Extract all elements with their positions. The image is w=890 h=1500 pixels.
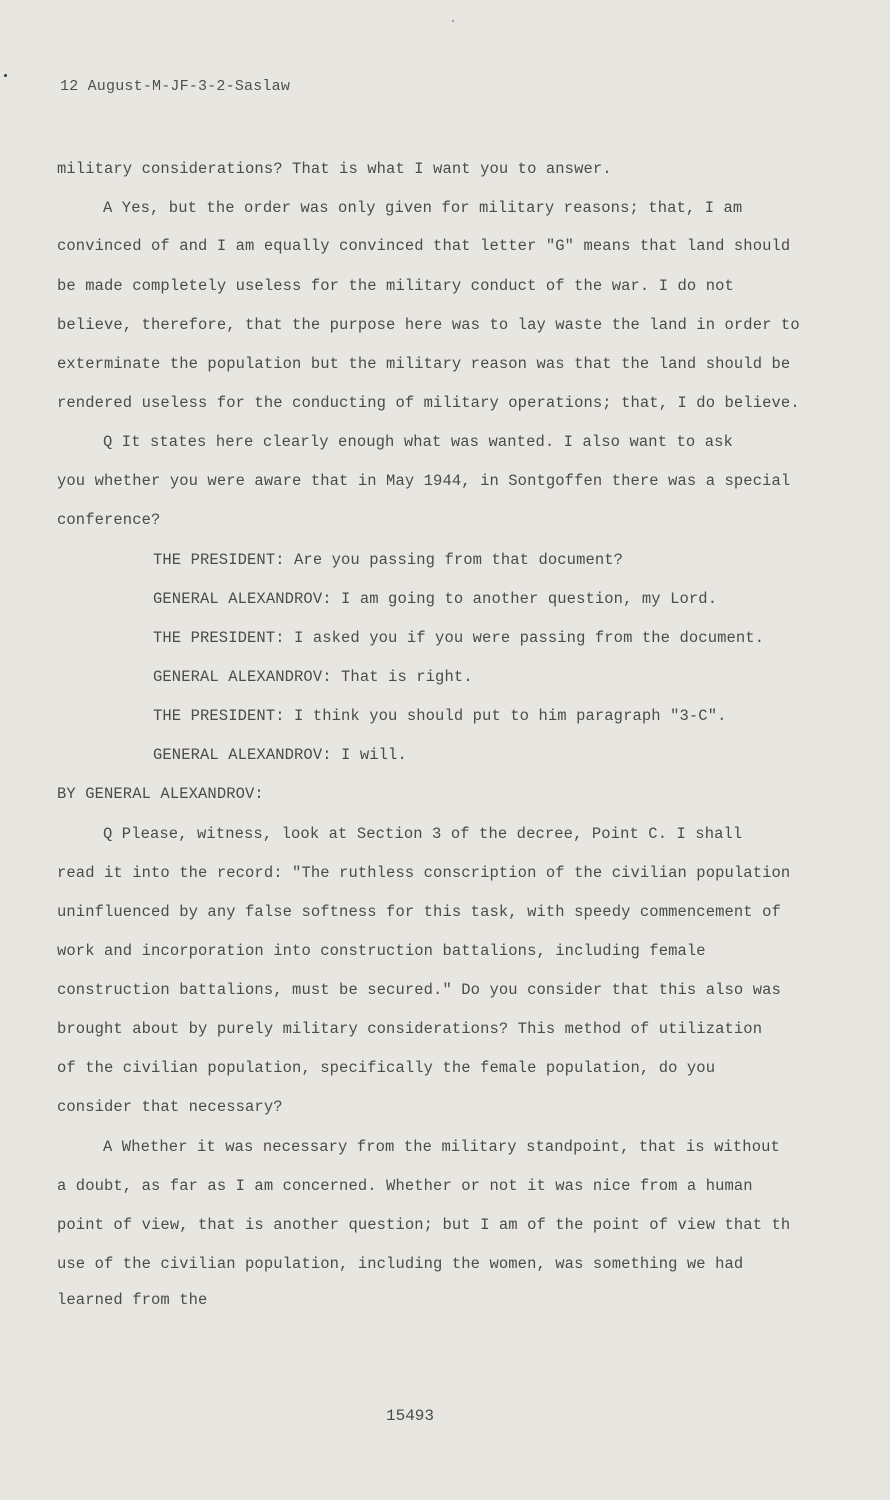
text-line: Q Please, witness, look at Section 3 of the decree, Point C. I shall <box>103 825 743 843</box>
text-line: be made completely useless for the military conduct of the war. I do not <box>57 277 734 295</box>
text-line: A Yes, but the order was only given for military reasons; that, I am <box>103 199 743 217</box>
text-line: Q It states here clearly enough what was wanted. I also want to ask <box>103 433 733 451</box>
text-line: exterminate the population but the military reason was that the land should be <box>57 355 791 373</box>
text-line: conference? <box>57 511 161 529</box>
page-header: 12 August-M-JF-3-2-Saslaw <box>60 78 291 95</box>
speaker-line: THE PRESIDENT: I asked you if you were passing from the document. <box>153 629 765 647</box>
text-line: A Whether it was necessary from the military standpoint, that is without <box>103 1138 780 1156</box>
text-line: learned from the <box>57 1291 208 1309</box>
speaker-line: GENERAL ALEXANDROV: I am going to another question, my Lord. <box>153 590 718 608</box>
text-line: use of the civilian population, including the women, was something we had <box>57 1255 744 1273</box>
text-line: believe, therefore, that the purpose here was to lay waste the land in order to <box>57 316 800 334</box>
scan-mark <box>452 20 454 22</box>
speaker-line: THE PRESIDENT: Are you passing from that document? <box>153 551 624 569</box>
text-line: construction battalions, must be secured." Do you consider that this also was <box>57 981 781 999</box>
speaker-line: THE PRESIDENT: I think you should put to him paragraph "3-C". <box>153 707 727 725</box>
speaker-line: GENERAL ALEXANDROV: I will. <box>153 746 407 764</box>
text-line: military considerations? That is what I want you to answer. <box>57 160 612 178</box>
page-number: 15493 <box>386 1407 435 1425</box>
section-heading: BY GENERAL ALEXANDROV: <box>57 785 264 803</box>
text-line: point of view, that is another question; but I am of the point of view that th <box>57 1216 791 1234</box>
text-line: convinced of and I am equally convinced that letter "G" means that land should <box>57 237 791 255</box>
text-line: a doubt, as far as I am concerned. Whether or not it was nice from a human <box>57 1177 753 1195</box>
text-line: work and incorporation into construction battalions, including female <box>57 942 706 960</box>
text-line: rendered useless for the conducting of military operations; that, I do believe. <box>57 394 800 412</box>
speaker-line: GENERAL ALEXANDROV: That is right. <box>153 668 473 686</box>
text-line: uninfluenced by any false softness for this task, with speedy commencement of <box>57 903 781 921</box>
text-line: read it into the record: "The ruthless conscription of the civilian population <box>57 864 791 882</box>
text-line: brought about by purely military considerations? This method of utilization <box>57 1020 763 1038</box>
text-line: consider that necessary? <box>57 1098 283 1116</box>
text-line: you whether you were aware that in May 1944, in Sontgoffen there was a special <box>57 472 791 490</box>
text-line: of the civilian population, specifically the female population, do you <box>57 1059 716 1077</box>
scan-mark <box>4 74 7 77</box>
